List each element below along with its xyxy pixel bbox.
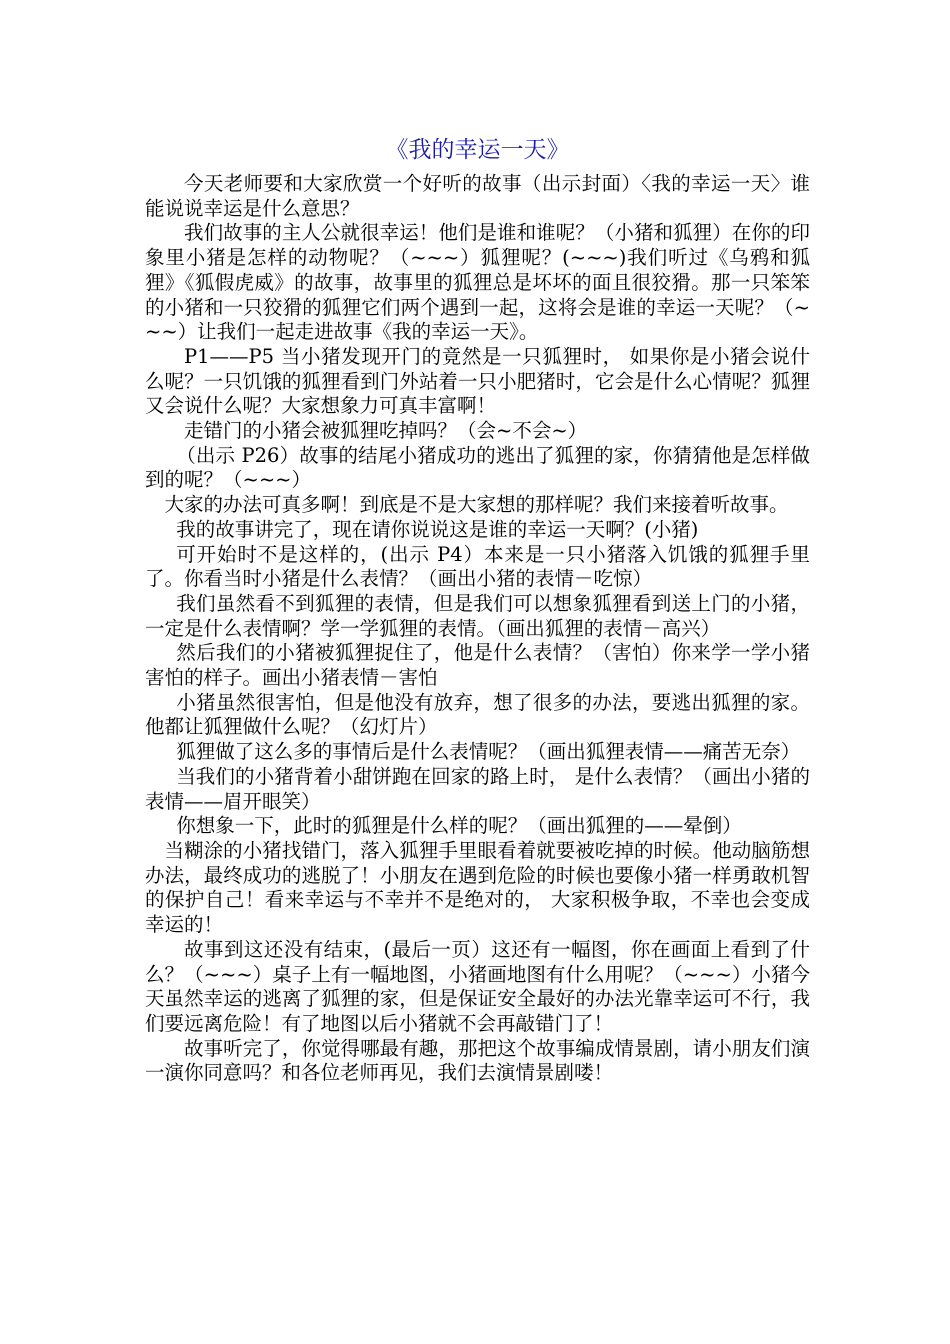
paragraph: 然后我们的小猪被狐狸捉住了，他是什么表情？（害怕）你来学一学小猪害怕的样子。画出小猪表情－害怕	[145, 641, 810, 690]
paragraph: 当我们的小猪背着小甜饼跑在回家的路上时， 是什么表情？（画出小猪的表情——眉开眼笑）	[145, 764, 810, 813]
paragraph: 走错门的小猪会被狐狸吃掉吗？（会~不会~）	[184, 419, 588, 443]
paragraph: 故事听完了，你觉得哪最有趣，那把这个故事编成情景剧，请小朋友们演一演你同意吗？和各位老师再见，我们去演情景剧喽！	[145, 1036, 810, 1085]
paragraph: 小猪虽然很害怕，但是他没有放弃，想了很多的办法，要逃出狐狸的家。他都让狐狸做什么呢？（幻灯片）	[145, 690, 810, 739]
paragraph: 今天老师要和大家欣赏一个好听的故事（出示封面）〈我的幸运一天〉谁能说说幸运是什么意思？	[145, 172, 810, 220]
paragraph: 当糊涂的小猪找错门，落入狐狸手里眼看着就要被吃掉的时候。他动脑筋想办法，最终成功的逃脱了！小朋友在遇到危险的时候也要像小猪一样勇敢机智的保护自己！看来幸运与不幸并不是绝对的， 大家积极争取，不幸也会变成幸运的！	[145, 838, 810, 937]
paragraph: （出示 P26）故事的结尾小猪成功的逃出了狐狸的家，你猜猜他是怎样做到的呢？（~~~）	[145, 443, 810, 492]
paragraph: 你想象一下，此时的狐狸是什么样的呢？（画出狐狸的——晕倒）	[176, 814, 742, 838]
paragraph: 我们虽然看不到狐狸的表情，但是我们可以想象狐狸看到送上门的小猪，一定是什么表情啊？学一学狐狸的表情。（画出狐狸的表情－高兴）	[145, 591, 810, 640]
document-title: 《我的幸运一天》	[385, 137, 570, 163]
paragraph: 大家的办法可真多啊！到底是不是大家想的那样呢？我们来接着听故事。	[164, 493, 789, 517]
paragraph: 狐狸做了这么多的事情后是什么表情呢？（画出狐狸表情——痛苦无奈）	[176, 740, 801, 764]
paragraph: 我们故事的主人公就很幸运！他们是谁和谁呢？（小猪和狐狸）在你的印象里小猪是怎样的动物呢？（~~~）狐狸呢？(~~~)我们听过《乌鸦和狐狸》《狐假虎威》的故事，故事里的狐狸总是坏坏的面且很狡猾。那一只笨笨的小猪和一只狡猾的狐狸它们两个遇到一起，这将会是谁的幸运一天呢？（~~~）让我们一起走进故事《我的幸运一天》。	[145, 221, 810, 344]
paragraph: 我的故事讲完了，现在请你说说这是谁的幸运一天啊？(小猪)	[176, 517, 699, 541]
document-page	[145, 134, 810, 1086]
paragraph: 故事到这还没有结束，(最后一页）这还有一幅图，你在画面上看到了什么？（~~~）桌子上有一幅地图，小猪画地图有什么用呢？（~~~）小猪今天虽然幸运的逃离了狐狸的家，但是保证安全最好的办法光靠幸运可不行，我们要远离危险！有了地图以后小猪就不会再敲错门了！	[145, 937, 810, 1035]
paragraph: P1——P5 当小猪发现开门的竟然是一只狐狸时， 如果你是小猪会说什么呢？一只饥饿的狐狸看到门外站着一只小肥猪时，它会是什么心情呢？狐狸又会说什么呢？大家想象力可真丰富啊！	[145, 344, 810, 418]
paragraph: 可开始时不是这样的，(出示 P4）本来是一只小猪落入饥饿的狐狸手里了。你看当时小猪是什么表情？（画出小猪的表情－吃惊）	[145, 542, 810, 591]
